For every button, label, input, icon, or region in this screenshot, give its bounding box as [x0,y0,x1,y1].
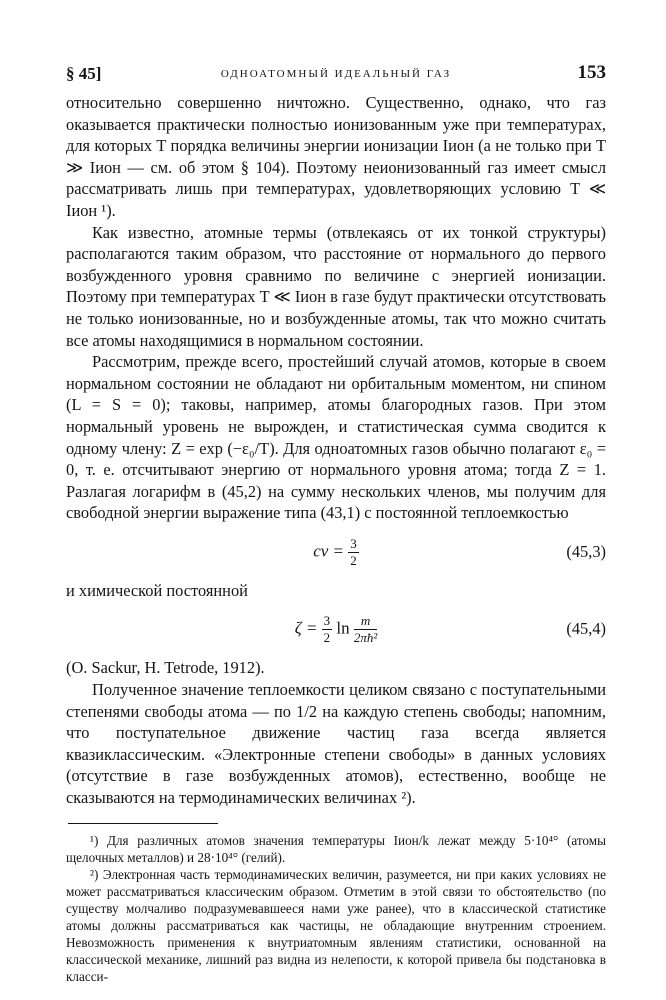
paragraph-translational-freedom: Полученное значение теплоемкости целиком связано с поступательными степенями свободы атома — по 1/2 на каждую степень свободы; напомним, что поступательное движение частиц газа всегда является квазиклассическим. «Электронные степени свободы» в данных условиях (отсутствие в газе возбужденных атомов), естественно, вообще не сказываются на термодинамических величинах ²). [66,680,606,808]
fraction-denominator: 2 [350,552,357,568]
log-function: ln [336,618,350,638]
equation-heat-capacity [66,530,606,574]
fraction [348,536,359,569]
fraction-numerator: 3 [350,535,357,551]
page-number: 153 [577,62,606,83]
citation-sackur-tetrode: (O. Sackur, H. Tetrode, 1912). [66,658,265,678]
equation-number: (45,4) [566,619,606,639]
paragraph-simplest-case: Рассмотрим, прежде всего, простейший случай атомов, которые в своем нормальном состоянии не обладают ни орбитальным моментом, ни спином (L = S = 0); таковы, например, атомы благородных газов. При этом нормальный уровень не вырожден, и статистическая сумма сводится к одному члену: Z = exp (−ε₀/T). Для одноатомных газов обычно полагают ε₀ = 0, т. е. отсчитывают энергию от нормального уровня атома; тогда Z = 1. Разлагая логарифм в (45,2) на сумму нескольких членов, мы получим для свободной энергии выражение типа (43,1) с постоянной теплоемкостью [66,352,606,523]
footnote-2: ²) Электронная часть термодинамических величин, разумеется, ни при каких условиях не может рассматриваться классическим образом. Отметим в этой связи то обстоятельство (по существу молчаливо подразумевавшееся нами уже ранее), что в классической статистике атомы должны рассматриваться как частицы, не обладающие внутренним строением. Невозможность применения к внутриатомным явлениям статистики, основанной на классической механике, лишний раз видна из нелепости, к которой привела бы подстановка в класси- [66,866,606,984]
paragraph-chemical-constant: и химической постоянной [66,580,248,600]
footnote-divider [68,823,218,824]
equation-lhs: cv = [313,541,345,561]
book-page [66,62,606,985]
fraction-numerator: 3 [323,613,331,629]
footnote-1: ¹) Для различных атомов значения температуры Iион/k лежат между 5·10⁴° (атомы щелочных металлов) и 28·10⁴° (гелий). [66,832,606,865]
equation-number: (45,3) [566,541,606,561]
running-title: ОДНОАТОМНЫЙ ИДЕАЛЬНЫЙ ГАЗ [220,68,452,80]
coefficient-fraction [322,613,333,646]
equation-formula [66,613,606,646]
paragraph-atomic-terms: Как известно, атомные термы (отвлекаясь от их тонкой структуры) располагаются таким образом, что расстояние от нормального до первого возбужденного уровня сравнимо по величине с энергией ионизации. Поэтому при температурах T ≪ Iион в газе будут практически отсутствовать не только ионизованные, но и возбужденные атомы, так что можно считать все атомы находящимися в нормальном состоянии. [66,222,606,350]
running-header [66,62,606,92]
fraction-denominator: 2πħ² [353,630,378,646]
equation-chemical-constant [66,607,606,651]
argument-fraction [354,613,377,646]
equation-lhs: ζ = [294,618,318,638]
fraction-numerator: m [354,613,377,630]
paragraph-ionization: относительно совершенно ничтожно. Существенно, однако, что газ оказывается практически полностью ионизованным уже при температурах, для которых T порядка величины энергии ионизации Iион (а не только при T ≫ Iион — см. об этом § 104). Поэтому неионизованный газ имеет смысл рассматривать лишь при температурах, удовлетворяющих условию T ≪ Iион ¹). [66,93,606,220]
fraction-denominator: 2 [323,630,331,646]
equation-formula [66,536,606,569]
section-reference: § 45] [66,64,102,83]
